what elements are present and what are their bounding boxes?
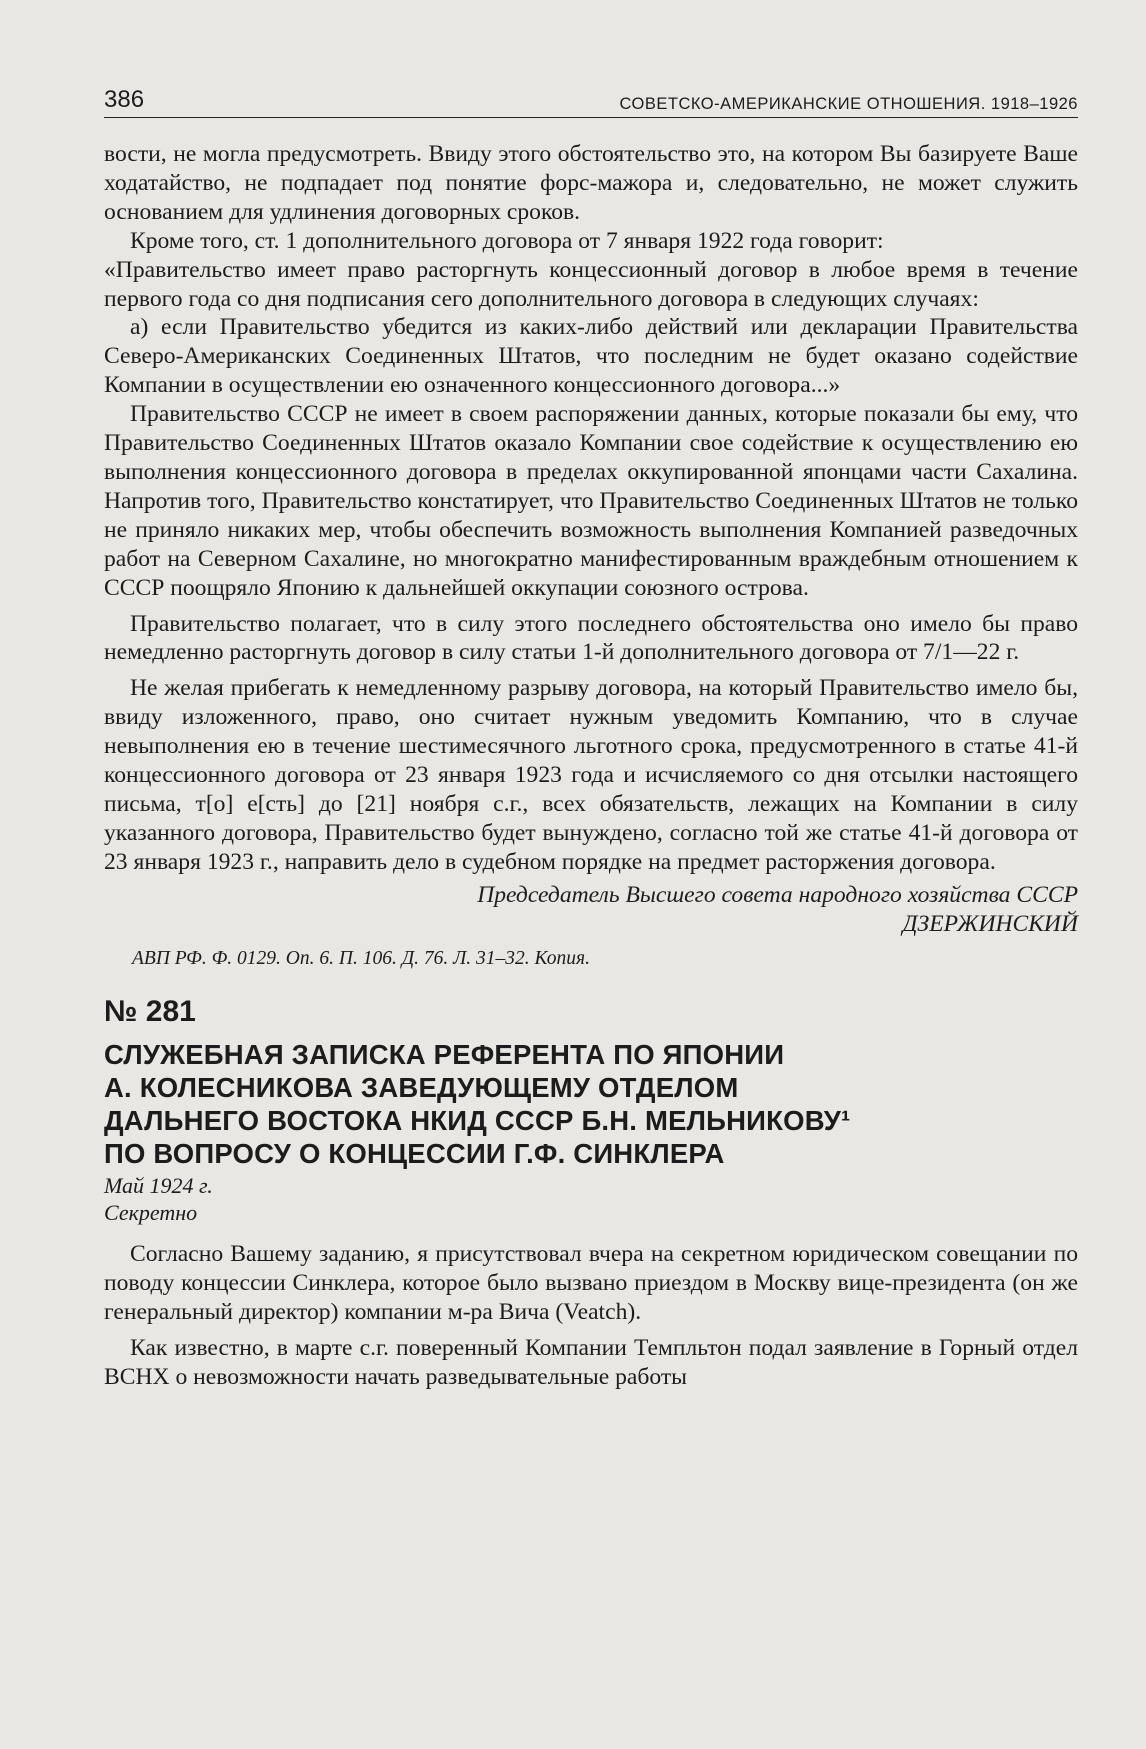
paragraph: Не желая прибегать к немедленному разрыву договора, на который Правительство имело бы, ввиду изложенного, право, оно считает нужным уведомить Компанию, что в случае невыполнения ею в течение шестимесячного льготного срока, предусмотренного в статье 41-й концессионного договора от 23 января 1923 года и исчисляемого со дня отсылки настоящего письма, т[о] е[сть] до [21] ноября с.г., всех обязательств, лежащих на Компании в силу указанного договора, Правительство будет вынуждено, согласно той же статье 41-й договора от 23 января 1923 г., направить дело в судебном порядке на предмет расторжения договора. xyxy=(104,675,1078,875)
signature-name: ДЗЕРЖИНСКИЙ xyxy=(902,910,1078,937)
paragraph: Правительство СССР не имеет в своем распоряжении данных, которые показали бы ему, что Правительство Соединенных Штатов оказало Компании свое содействие к осуществлению ею выполнения концессионного договора в пределах оккупированной японцами части Сахалина. Напротив того, Правительство констатирует, что Правительство Соединенных Штатов не только не приняло никаких мер, чтобы обеспечить возможность выполнения Компанией разведочных работ на Северном Сахалине, но многократно манифестированным враждебным отношением к СССР поощряло Японию к дальнейшей оккупации союзного острова. xyxy=(104,401,1078,601)
quote-paragraph: а) если Правительство убедится из каких-либо действий или декларации Правительства Северо-Американских Соединенных Штатов, что последним не будет оказано содействие Компании в осуществлении ею означенного концессионного договора...» xyxy=(104,314,1078,399)
document-title-line: СЛУЖЕБНАЯ ЗАПИСКА РЕФЕРЕНТА ПО ЯПОНИИ xyxy=(104,1039,785,1071)
document-title xyxy=(104,1038,1078,1170)
document-date: Май 1924 г. xyxy=(104,1173,213,1199)
running-title: СОВЕТСКО-АМЕРИКАНСКИЕ ОТНОШЕНИЯ. 1918–1926 xyxy=(619,95,1078,113)
archive-reference: АВП РФ. Ф. 0129. Оп. 6. П. 106. Д. 76. Л. 31–32. Копия. xyxy=(132,948,590,970)
paragraph: Согласно Вашему заданию, я присутствовал вчера на секретном юридическом совещании по поводу концессии Синклера, которое было вызвано приездом в Москву вице-президента (он же генеральный директор) компании м-ра Вича (Veatch). xyxy=(104,1241,1078,1326)
signature-position: Председатель Высшего совета народного хозяйства СССР xyxy=(477,881,1078,908)
document-title-line: ДАЛЬНЕГО ВОСТОКА НКИД СССР Б.Н. МЕЛЬНИКОВУ¹ xyxy=(104,1105,851,1137)
paragraph: Кроме того, ст. 1 дополнительного договора от 7 января 1922 года говорит: xyxy=(130,227,884,254)
paragraph: вости, не могла предусмотреть. Ввиду этого обстоятельство это, на котором Вы базируете Ваше ходатайство, не подпадает под понятие форс-мажора и, следовательно, не может служить основанием для удлинения договорных сроков. xyxy=(104,141,1078,225)
paragraph: Как известно, в марте с.г. поверенный Компании Темпльтон подал заявление в Горный отдел ВСНХ о невозможности начать разведывательные работы xyxy=(104,1335,1078,1391)
document-title-line: ПО ВОПРОСУ О КОНЦЕССИИ Г.Ф. СИНКЛЕРА xyxy=(104,1138,725,1170)
quote-paragraph: «Правительство имеет право расторгнуть концессионный договор в любое время в течение первого года со дня подписания сего дополнительного договора в следующих случаях: xyxy=(104,256,1078,312)
document-classification: Секретно xyxy=(104,1200,198,1226)
page-number: 386 xyxy=(104,86,145,113)
document-title-line: А. КОЛЕСНИКОВА ЗАВЕДУЮЩЕМУ ОТДЕЛОМ xyxy=(104,1072,739,1104)
running-header xyxy=(104,86,1078,118)
paragraph: Правительство полагает, что в силу этого последнего обстоятельства оно имело бы право немедленно расторгнуть договор в силу статьи 1-й дополнительного договора от 7/1—22 г. xyxy=(104,610,1078,666)
document-number: № 281 xyxy=(104,995,196,1029)
